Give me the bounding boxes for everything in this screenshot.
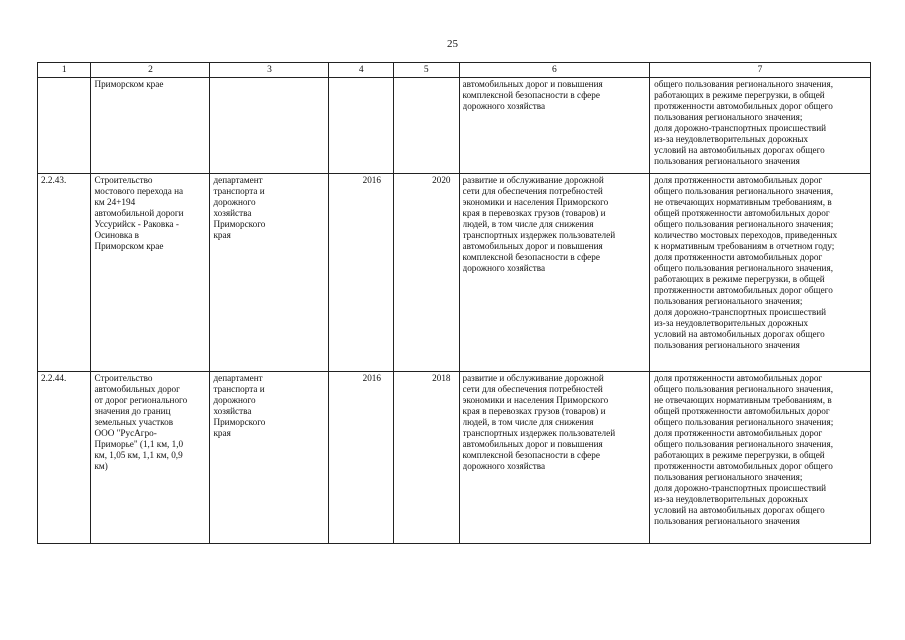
indicators-cell <box>650 78 871 174</box>
table-row <box>38 372 871 544</box>
goal-line: сети для обеспечения потребностей <box>462 384 603 394</box>
object-name-line: Строительство <box>94 373 153 383</box>
indicator-line: пользования регионального значения; <box>654 472 803 482</box>
indicator-line: количество мостовых переходов, приведенных <box>654 230 838 240</box>
indicator-line: общего пользования регионального значения; <box>654 417 834 427</box>
indicator-line: доля протяженности автомобильных дорог <box>654 428 823 438</box>
object-name-line: ООО "РусАгро- <box>94 428 157 438</box>
indicator-line: доля протяженности автомобильных дорог <box>654 175 823 185</box>
goal-line: дорожного хозяйства <box>462 101 546 111</box>
department-line: края <box>213 428 231 438</box>
header-col-3: 3 <box>210 63 329 78</box>
row-number-cell <box>38 78 91 174</box>
object-name-line: км 24+194 <box>94 197 136 207</box>
indicator-line: пользования регионального значения; <box>654 296 803 306</box>
goal-cell <box>459 372 650 544</box>
goal-line: людей, в том числе для снижения <box>462 417 594 427</box>
program-table <box>37 62 871 544</box>
goal-line: экономики и населения Приморского <box>462 197 609 207</box>
indicator-line: пользования регионального значения <box>654 156 800 166</box>
department-line: края <box>213 230 231 240</box>
header-col-6: 6 <box>459 63 650 78</box>
indicator-line: общего пользования регионального значения, <box>654 263 833 273</box>
indicator-line: доля протяженности автомобильных дорог <box>654 373 823 383</box>
goal-line: экономики и населения Приморского <box>462 395 609 405</box>
indicator-line: не отвечающих нормативным требованиям, в <box>654 395 832 405</box>
indicator-line: не отвечающих нормативным требованиям, в <box>654 197 832 207</box>
object-name-line: автомобильных дорог <box>94 384 180 394</box>
department-line: хозяйства <box>213 406 252 416</box>
indicator-line: общей протяженности автомобильных дорог <box>654 208 830 218</box>
indicator-line: общего пользования регионального значения, <box>654 439 833 449</box>
goal-line: развитие и обслуживание дорожной <box>462 373 604 383</box>
row-number-cell: 2.2.43. <box>38 174 91 372</box>
object-name-line: Приморье" (1,1 км, 1,0 <box>94 439 184 449</box>
start-year-cell <box>329 78 394 174</box>
indicator-line: общей протяженности автомобильных дорог <box>654 406 830 416</box>
department-cell <box>210 372 329 544</box>
department-line: департамент <box>213 175 263 185</box>
indicators-cell <box>650 372 871 544</box>
table-row <box>38 174 871 372</box>
indicator-line: из-за неудовлетворительных дорожных <box>654 134 809 144</box>
header-col-1: 1 <box>38 63 91 78</box>
start-year-cell: 2016 <box>329 372 394 544</box>
goal-line: комплексной безопасности в сфере <box>462 90 600 100</box>
page-number: 25 <box>447 38 458 50</box>
indicator-line: доля протяженности автомобильных дорог <box>654 252 823 262</box>
goal-line: сети для обеспечения потребностей <box>462 186 603 196</box>
row-number-cell: 2.2.44. <box>38 372 91 544</box>
goal-line: транспортных издержек пользователей <box>462 230 616 240</box>
goal-line: автомобильных дорог и повышения <box>462 439 603 449</box>
goal-cell <box>459 78 650 174</box>
department-cell <box>210 174 329 372</box>
goal-line: транспортных издержек пользователей <box>462 428 616 438</box>
goal-line: комплексной безопасности в сфере <box>462 252 600 262</box>
table-row <box>38 78 871 174</box>
object-name-cell <box>91 78 210 174</box>
department-line: Приморского <box>213 219 266 229</box>
indicator-line: условий на автомобильных дорогах общего <box>654 145 825 155</box>
department-line: хозяйства <box>213 208 252 218</box>
indicator-line: доля дорожно-транспортных происшествий <box>654 123 827 133</box>
department-cell <box>210 78 329 174</box>
object-name-line: Приморском крае <box>94 79 164 89</box>
indicator-line: общего пользования регионального значения, <box>654 79 833 89</box>
indicators-cell <box>650 174 871 372</box>
indicator-line: протяженности автомобильных дорог общего <box>654 461 833 471</box>
goal-line: людей, в том числе для снижения <box>462 219 594 229</box>
department-line: транспорта и <box>213 186 265 196</box>
object-name-line: значения до границ <box>94 406 171 416</box>
end-year-cell <box>393 78 459 174</box>
header-col-4: 4 <box>329 63 394 78</box>
object-name-line: автомобильной дороги <box>94 208 184 218</box>
header-col-5: 5 <box>393 63 459 78</box>
header-row <box>38 63 871 78</box>
indicator-line: работающих в режиме перегрузки, в общей <box>654 274 825 284</box>
indicator-line: пользования регионального значения <box>654 516 800 526</box>
header-col-7: 7 <box>650 63 871 78</box>
header-col-2: 2 <box>91 63 210 78</box>
indicator-line: протяженности автомобильных дорог общего <box>654 101 833 111</box>
indicator-line: доля дорожно-транспортных происшествий <box>654 483 827 493</box>
end-year-cell: 2018 <box>393 372 459 544</box>
department-line: дорожного <box>213 197 256 207</box>
department-line: Приморского <box>213 417 266 427</box>
start-year-cell: 2016 <box>329 174 394 372</box>
indicator-line: протяженности автомобильных дорог общего <box>654 285 833 295</box>
goal-line: дорожного хозяйства <box>462 263 546 273</box>
object-name-line: км, 1,05 км, 1,1 км, 0,9 <box>94 450 183 460</box>
indicator-line: общего пользования регионального значения, <box>654 384 833 394</box>
object-name-line: мостового перехода на <box>94 186 184 196</box>
goal-line: края в перевозках грузов (товаров) и <box>462 406 606 416</box>
department-line: департамент <box>213 373 263 383</box>
object-name-cell <box>91 174 210 372</box>
indicator-line: из-за неудовлетворительных дорожных <box>654 494 809 504</box>
object-name-line: км) <box>94 461 108 471</box>
end-year-cell: 2020 <box>393 174 459 372</box>
department-line: транспорта и <box>213 384 265 394</box>
indicator-line: работающих в режиме перегрузки, в общей <box>654 450 825 460</box>
object-name-line: земельных участков <box>94 417 174 427</box>
indicator-line: пользования регионального значения; <box>654 112 803 122</box>
indicator-line: условий на автомобильных дорогах общего <box>654 505 825 515</box>
goal-line: автомобильных дорог и повышения <box>462 241 603 251</box>
goal-line: комплексной безопасности в сфере <box>462 450 600 460</box>
object-name-line: Осиновка в <box>94 230 139 240</box>
indicator-line: общего пользования регионального значения, <box>654 186 833 196</box>
indicator-line: общего пользования регионального значения; <box>654 219 834 229</box>
indicator-line: работающих в режиме перегрузки, в общей <box>654 90 825 100</box>
goal-line: развитие и обслуживание дорожной <box>462 175 604 185</box>
goal-line: края в перевозках грузов (товаров) и <box>462 208 606 218</box>
goal-cell <box>459 174 650 372</box>
indicator-line: доля дорожно-транспортных происшествий <box>654 307 827 317</box>
object-name-line: Приморском крае <box>94 241 164 251</box>
goal-line: дорожного хозяйства <box>462 461 546 471</box>
object-name-line: Строительство <box>94 175 153 185</box>
indicator-line: из-за неудовлетворительных дорожных <box>654 318 809 328</box>
goal-line: автомобильных дорог и повышения <box>462 79 603 89</box>
indicator-line: условий на автомобильных дорогах общего <box>654 329 825 339</box>
indicator-line: к нормативным требованиям в отчетном году; <box>654 241 835 251</box>
object-name-line: Уссурийск - Раковка - <box>94 219 179 229</box>
department-line: дорожного <box>213 395 256 405</box>
indicator-line: пользования регионального значения <box>654 340 800 350</box>
object-name-line: от дорог регионального <box>94 395 188 405</box>
object-name-cell <box>91 372 210 544</box>
